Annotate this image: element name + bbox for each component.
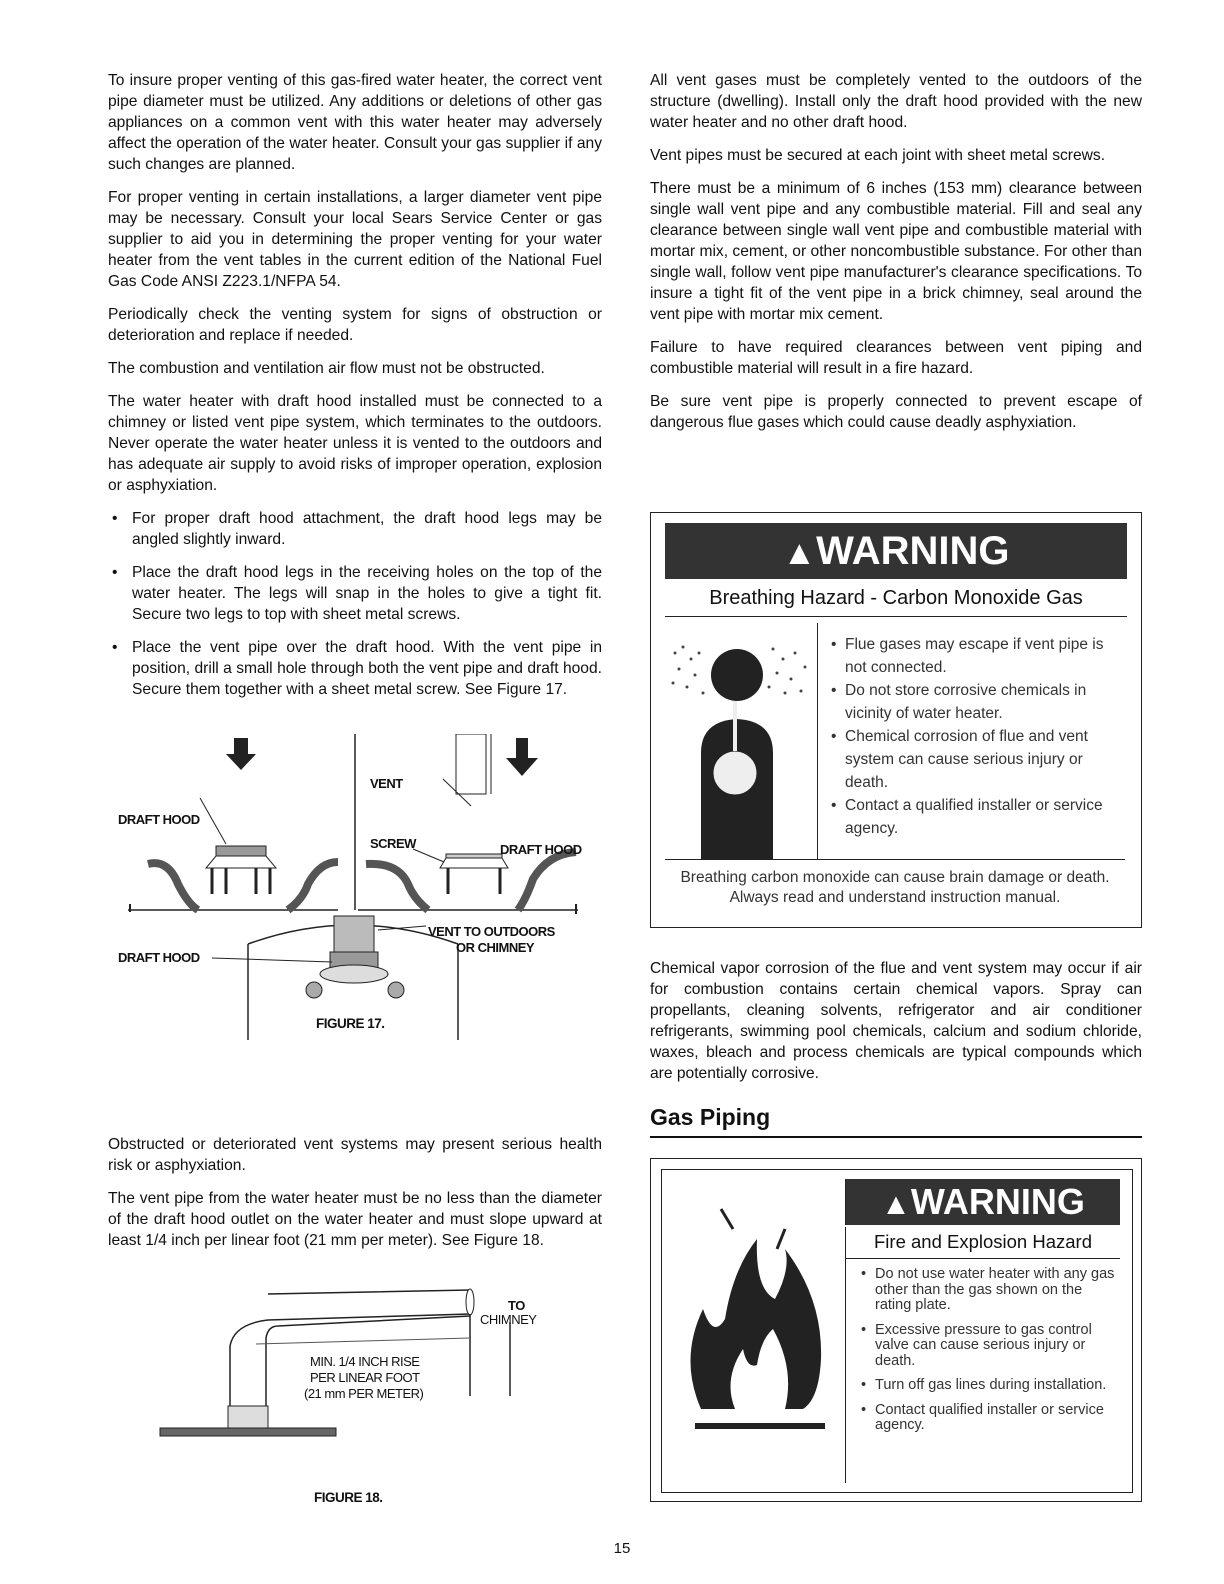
list-item: • Chemical corrosion of flue and vent system can cause serious injury or death. (827, 725, 1123, 794)
left-column (108, 70, 602, 712)
figure-17 (108, 734, 602, 1074)
warning-triangle-icon: ▲ (881, 1188, 911, 1221)
label-chimney: CHIMNEY (480, 1312, 537, 1327)
label-draft-hood-right: DRAFT HOOD (500, 842, 582, 857)
rise-label-line3: (21 mm PER METER) (304, 1386, 424, 1401)
figure-caption: FIGURE 17. (316, 1016, 385, 1031)
section-title: Gas Piping (650, 1104, 771, 1130)
label-screw: SCREW (370, 836, 416, 851)
paragraph: There must be a minimum of 6 inches (153 mm) clearance between single wall vent pipe and any combustible material. Fill and seal any clearance between single wall vent pipe and combustible material with mortar mix, cement, or other noncombustible substance. For other than single wall, follow vent pipe manufacturer's clearance specifications. To insure a tight fit of the vent pipe in a brick chimney, seal around the vent pipe with mortar mix cement. (650, 180, 1142, 323)
paragraph: Be sure vent pipe is properly connected to prevent escape of dangerous flue gases which could cause deadly asphyxiation. (650, 393, 1142, 431)
warning-header: ▲WARNING (845, 1179, 1120, 1225)
paragraph: The vent pipe from the water heater must be no less than the diameter of the draft hood outlet on the water heater and must slope upward at least 1/4 inch per linear foot (21 mm per meter). See Figure 18. (108, 1190, 602, 1249)
page-number: 15 (613, 1540, 631, 1557)
paragraph: The combustion and ventilation air flow must not be obstructed. (108, 360, 545, 377)
label-draft-hood-bottom: DRAFT HOOD (118, 950, 200, 965)
paragraph: Periodically check the venting system for signs of obstruction or deterioration and replace if needed. (108, 306, 602, 344)
warning-triangle-icon: ▲ (782, 534, 817, 572)
paragraph: For proper venting in certain installations, a larger diameter vent pipe may be necessary. Consult your local Sears Service Center or gas supplier to aid you in determining the proper venting for your water heater from the vent tables in the current edition of the National Fuel Gas Code ANSI Z223.1/NFPA 54. (108, 189, 602, 290)
warning-subtitle: Fire and Explosion Hazard (845, 1227, 1120, 1259)
warning-box-fire-explosion (650, 1158, 1142, 1502)
rise-label-line2: PER LINEAR FOOT (310, 1370, 420, 1385)
warning1-list (827, 633, 1123, 840)
list-item: • Place the vent pipe over the draft hood. With the vent pipe in position, drill a small hole through both the vent pipe and draft hood. Secure them together with a sheet metal screw. See Figure 17. (108, 637, 602, 700)
warning-subtitle: Breathing Hazard - Carbon Monoxide Gas (665, 579, 1127, 617)
figure-caption: FIGURE 18. (314, 1490, 383, 1505)
list-item: • Contact a qualified installer or service agency. (827, 794, 1123, 840)
right-column (650, 70, 1142, 445)
fire-pictogram (673, 1189, 845, 1459)
paragraph: Failure to have required clearances between vent piping and combustible material will result in a fire hazard. (650, 339, 1142, 377)
paragraph: To insure proper venting of this gas-fired water heater, the correct vent pipe diameter must be utilized. Any additions or deletions of other gas appliances on a common vent with this water heater may adversely affect the operation of the water heater. Consult your gas supplier if any such changes are planned. (108, 72, 602, 173)
label-draft-hood: DRAFT HOOD (118, 812, 200, 827)
rise-label-line1: MIN. 1/4 INCH RISE (310, 1354, 420, 1369)
paragraph: All vent gases must be completely vented to the outdoors of the structure (dwelling). Install only the draft hood provided with the new water heater and no other draft hood. (650, 72, 1142, 131)
warning-header: ▲WARNING (665, 523, 1127, 579)
paragraph: Chemical vapor corrosion of the flue and vent system may occur if air for combustion contains certain chemical vapors. Spray can propellants, cleaning solvents, refrigerator and air conditioner refrigerants, swimming pool chemicals, calcium and sodium chloride, waxes, bleach and process chemicals are typical compounds which are potentially corrosive. (650, 960, 1142, 1082)
right-column-lower (650, 958, 1142, 1096)
warning-footer: Breathing carbon monoxide can cause brain damage or death. Always read and understand instruction manual. (665, 859, 1125, 908)
person-inhaling-gas-icon (665, 623, 817, 859)
section-divider (650, 1136, 1142, 1138)
list-item: • Do not store corrosive chemicals in vicinity of water heater. (827, 679, 1123, 725)
list-item: • Turn off gas lines during installation. (857, 1378, 1119, 1394)
list-item: • Contact qualified installer or service agency. (857, 1403, 1119, 1434)
list-item: • Place the draft hood legs in the receiving holes on the top of the water heater. The legs will snap in the holes to give a tight fit. Secure two legs to top with sheet metal screws. (108, 562, 602, 625)
label-or-chimney: OR CHIMNEY (456, 940, 535, 955)
breathing-hazard-pictogram (665, 623, 818, 859)
list-item: • Flue gases may escape if vent pipe is not connected. (827, 633, 1123, 679)
warning2-list (857, 1267, 1119, 1434)
label-to: TO (508, 1298, 525, 1313)
paragraph: Vent pipes must be secured at each joint with sheet metal screws. (650, 147, 1106, 164)
warning2-divider (845, 1257, 846, 1483)
label-vent-to-outdoors: VENT TO OUTDOORS (428, 924, 555, 939)
list-item: • For proper draft hood attachment, the draft hood legs may be angled slightly inward. (108, 508, 602, 550)
paragraph: The water heater with draft hood installed must be connected to a chimney or listed vent pipe system, which terminates to the outdoors. Never operate the water heater unless it is vented to the outdoors and has adequate air supply to avoid risks of improper operation, explosion or asphyxiation. (108, 393, 602, 494)
label-vent: VENT (370, 776, 403, 791)
flame-icon (673, 1189, 845, 1459)
paragraph: Obstructed or deteriorated vent systems may present serious health risk or asphyxiation. (108, 1136, 602, 1174)
instruction-list (108, 508, 602, 700)
list-item: • Excessive pressure to gas control valve can cause serious injury or death. (857, 1323, 1119, 1370)
left-column-lower (108, 1134, 602, 1263)
warning-box-carbon-monoxide (650, 512, 1142, 928)
figure-18 (108, 1286, 602, 1516)
list-item: • Do not use water heater with any gas other than the gas shown on the rating plate. (857, 1267, 1119, 1314)
